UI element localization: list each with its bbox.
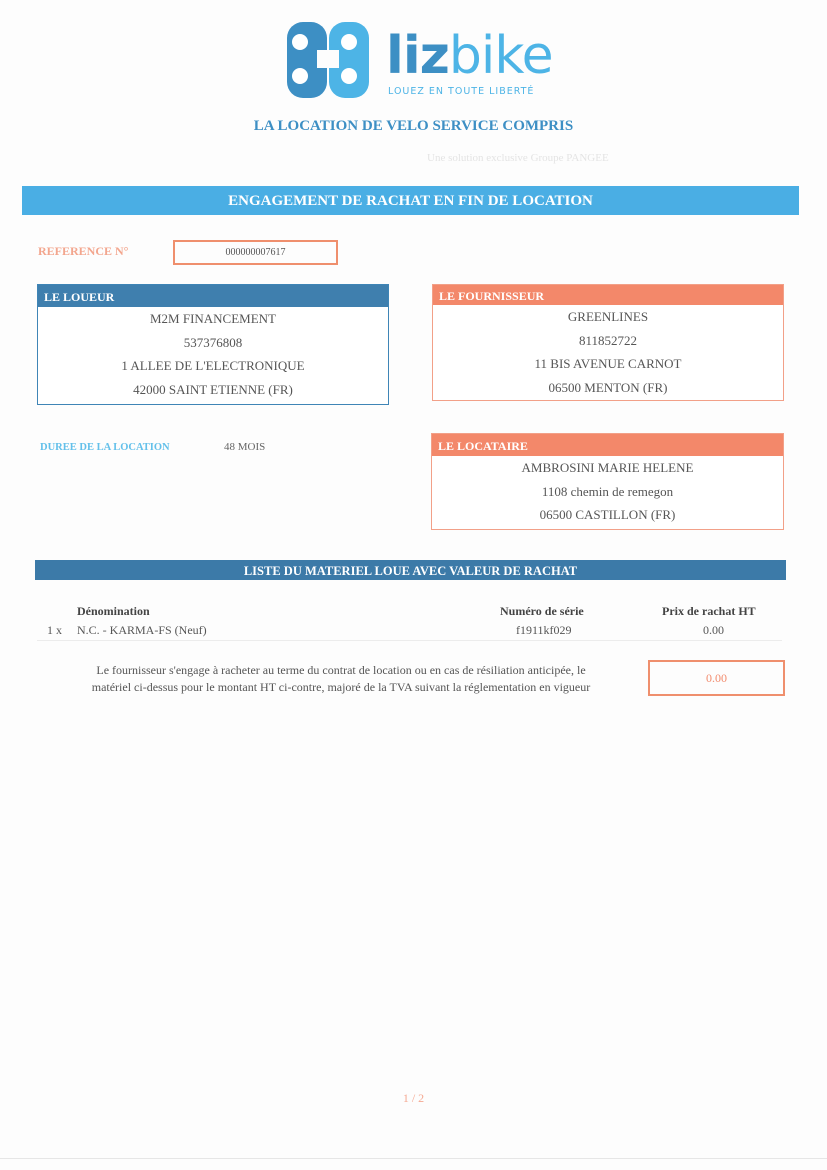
loueur-title: LE LOUEUR [38,285,388,307]
loueur-siren: 537376808 [183,334,243,350]
header-prix: Prix de rachat HT [662,604,756,618]
engagement-text [40,662,642,696]
fournisseur-address: 11 BIS AVENUE CARNOT [534,356,682,371]
engagement-line-1: Le fournisseur s'engage à racheter au terme du contrat de location ou en cas de résiliation anticipée, le [96,663,586,677]
page-number: 1 / 2 [402,1091,425,1105]
row-divider [37,640,782,641]
locataire-panel [431,433,784,530]
fournisseur-title: LE FOURNISSEUR [433,285,783,305]
row-denomination: N.C. - KARMA-FS (Neuf) [77,623,207,637]
document-title: ENGAGEMENT DE RACHAT EN FIN DE LOCATION [22,186,799,215]
lizbike-logo-icon [287,20,369,100]
materiel-title: LISTE DU MATERIEL LOUE AVEC VALEUR DE RACHAT [35,560,786,580]
row-qty: 1 x [47,623,62,637]
fournisseur-siren: 811852722 [578,332,638,348]
loueur-city: 42000 SAINT ETIENNE (FR) [133,381,293,397]
duree-label: DUREE DE LA LOCATION [40,442,170,453]
locataire-title: LE LOCATAIRE [432,434,783,456]
locataire-city: 06500 CASTILLON (FR) [539,507,676,522]
brand-slogan: LOUEZ EN TOUTE LIBERTÉ [388,86,535,97]
fournisseur-panel [432,284,784,401]
tagline: LA LOCATION DE VELO SERVICE COMPRIS [253,118,574,134]
loueur-panel [37,284,389,405]
header-denomination: Dénomination [77,604,150,618]
engagement-line-2: matériel ci-dessus pour le montant HT ci-contre, majoré de la TVA suivant la réglementation en vigueur [91,680,591,694]
locataire-name: AMBROSINI MARIE HELENE [521,460,694,475]
fournisseur-name: GREENLINES [567,309,649,324]
row-serie: f1911kf029 [516,623,572,637]
header-serie: Numéro de série [500,604,584,618]
reference-value: 000000007617 [173,240,338,265]
subtagline: Une solution exclusive Groupe PANGEE [427,152,609,164]
loueur-name: M2M FINANCEMENT [149,311,277,326]
loueur-address: 1 ALLEE DE L'ELECTRONIQUE [121,358,305,373]
reference-label: REFERENCE N° [38,244,129,258]
duree-value: 48 MOIS [224,441,266,453]
fournisseur-city: 06500 MENTON (FR) [548,379,668,395]
locataire-address: 1108 chemin de remegon [541,483,674,499]
row-prix: 0.00 [703,623,724,637]
engagement-total: 0.00 [648,660,785,696]
brand-wordmark: lizbike [386,26,553,86]
bottom-divider [0,1158,827,1159]
